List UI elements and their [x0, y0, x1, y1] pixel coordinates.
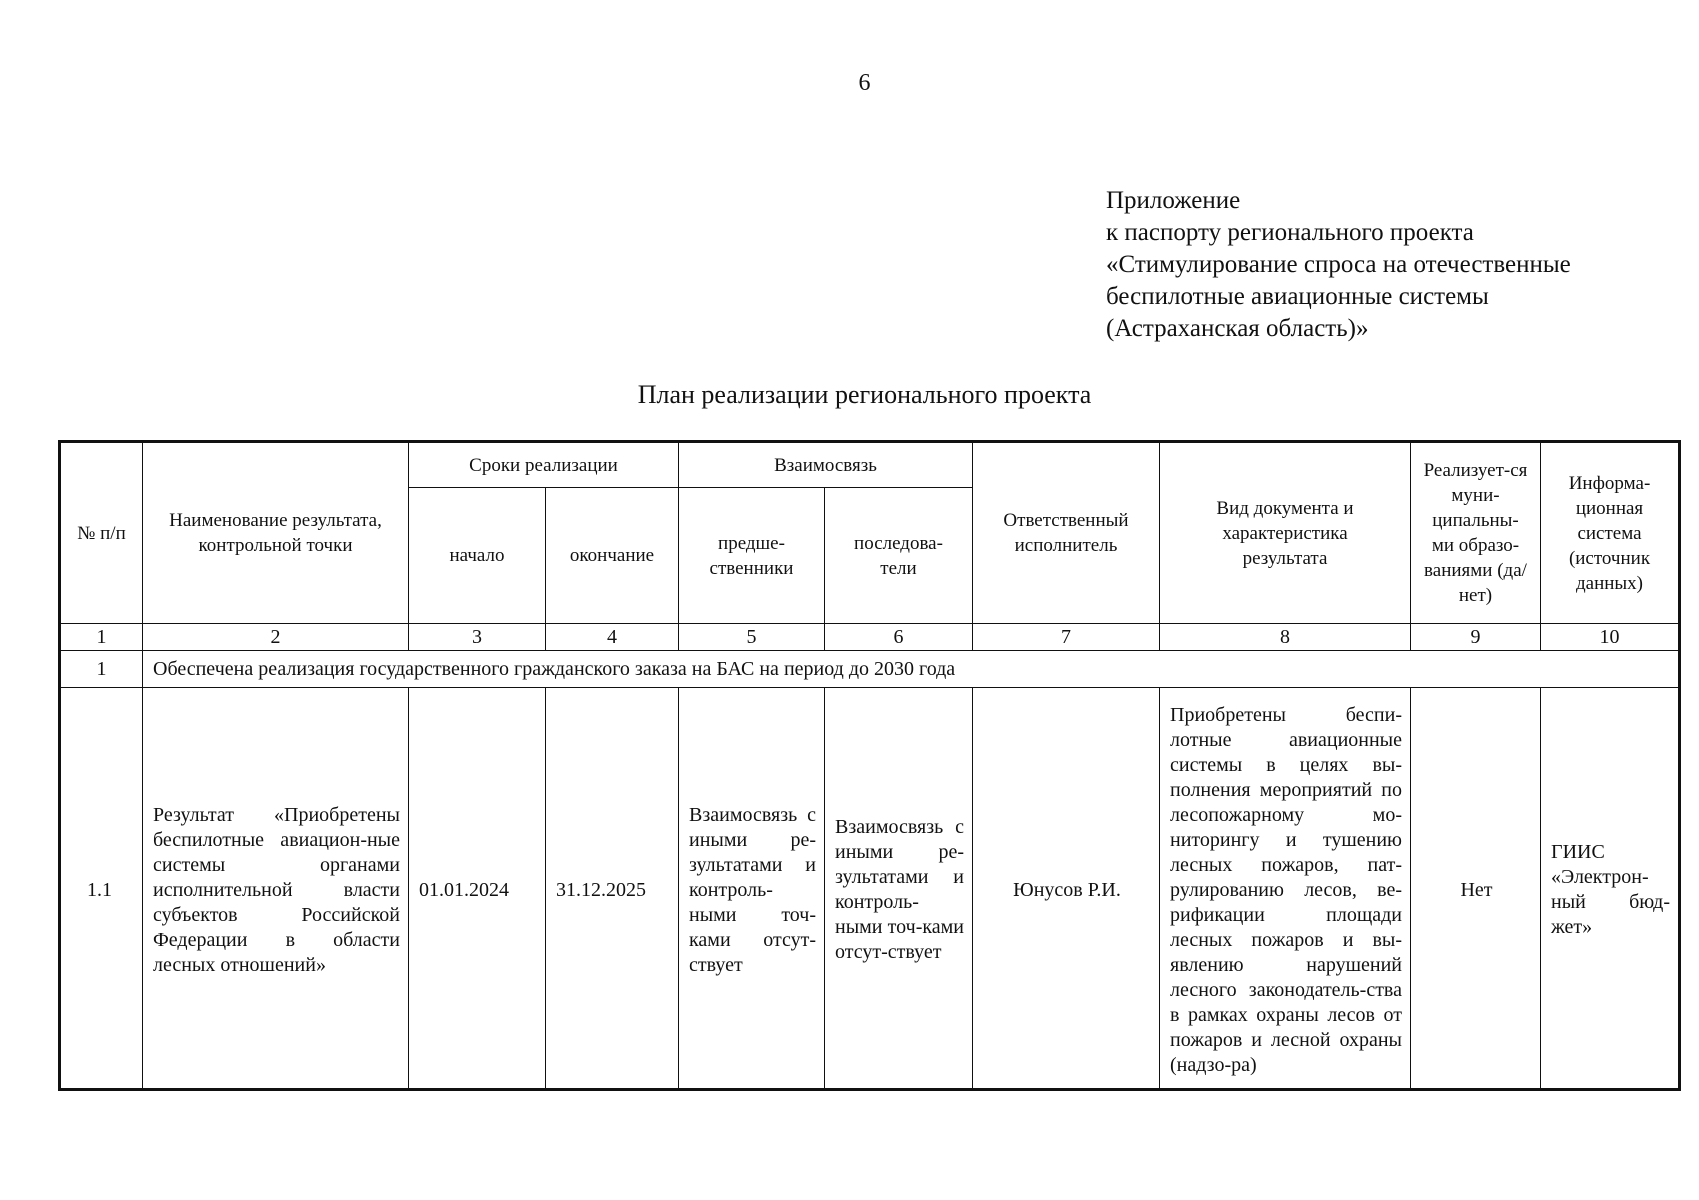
row-doc-type: Приобретены беспи-лотные авиационные системы в целях вы-полнения мероприятий по лесопожарному мо-ниторингу и тушению лесных пожаров, пат-рулированию лесов, ве-рификации площади лесных пожаров и вы-явлению нарушений лесного законодатель-ства в рамках охраны лесов от пожаров и лесной охраны (надзо-ра) [1170, 703, 1402, 1076]
row-name: Результат «Приобретены беспилотные авиацион-ные системы органами исполнительной власти субъектов Российской Федерации в области лесных отношений» [153, 803, 400, 976]
appendix-caption [1106, 185, 1571, 345]
row-predecessors: Взаимосвязь с иными ре-зультатами и контроль-ными точ-ками отсут-ствует [689, 803, 816, 976]
header-predecessors: предше-ственники [679, 488, 825, 624]
header-municipal: Реализует-ся муни-ципальны-ми образо-ваниями (да/нет) [1411, 442, 1541, 624]
column-index: 8 [1160, 624, 1411, 651]
column-index: 3 [409, 624, 546, 651]
section-row [60, 651, 1680, 688]
section-title: Обеспечена реализация государственного гражданского заказа на БАС на период до 2030 года [143, 651, 1680, 688]
appendix-line: к паспорту регионального проекта [1106, 219, 1474, 246]
column-index: 10 [1541, 624, 1680, 651]
column-index: 2 [143, 624, 409, 651]
row-responsible: Юнусов Р.И. [1013, 878, 1121, 901]
column-index-row [60, 624, 1680, 651]
header-successors: последова-тели [825, 488, 973, 624]
column-index: 7 [973, 624, 1160, 651]
appendix-line: беспилотные авиационные системы [1106, 283, 1489, 310]
header-start: начало [409, 488, 546, 624]
table-row [60, 688, 1680, 1090]
header-doc-type: Вид документа и характеристика результата [1160, 442, 1411, 624]
header-end: окончание [546, 488, 679, 624]
column-index: 6 [825, 624, 973, 651]
plan-table [58, 440, 1681, 1091]
row-municipal: Нет [1460, 878, 1493, 901]
page-number: 6 [858, 70, 871, 96]
row-end: 31.12.2025 [556, 878, 646, 901]
section-num: 1 [60, 651, 143, 688]
column-index: 4 [546, 624, 679, 651]
column-index: 1 [60, 624, 143, 651]
header-name: Наименование результата, контрольной точки [143, 442, 409, 624]
row-start: 01.01.2024 [419, 878, 509, 901]
row-successors: Взаимосвязь с иными ре-зультатами и контроль-ными точ-ками отсут-ствует [835, 816, 964, 963]
header-info-system: Информа-ционная система (источник данных) [1541, 442, 1680, 624]
header-terms: Сроки реализации [409, 442, 679, 488]
header-relation: Взаимосвязь [679, 442, 973, 488]
document-title: План реализации регионального проекта [637, 380, 1092, 409]
appendix-line: (Астраханская область)» [1106, 315, 1369, 342]
column-index: 5 [679, 624, 825, 651]
header-num: № п/п [60, 442, 143, 624]
header-responsible: Ответственный исполнитель [973, 442, 1160, 624]
column-index: 9 [1411, 624, 1541, 651]
appendix-line: Приложение [1106, 187, 1241, 214]
row-num: 1.1 [87, 878, 112, 901]
appendix-line: «Стимулирование спроса на отечественные [1106, 251, 1571, 278]
row-info-system: ГИИС «Электрон-ный бюд-жет» [1551, 841, 1670, 938]
